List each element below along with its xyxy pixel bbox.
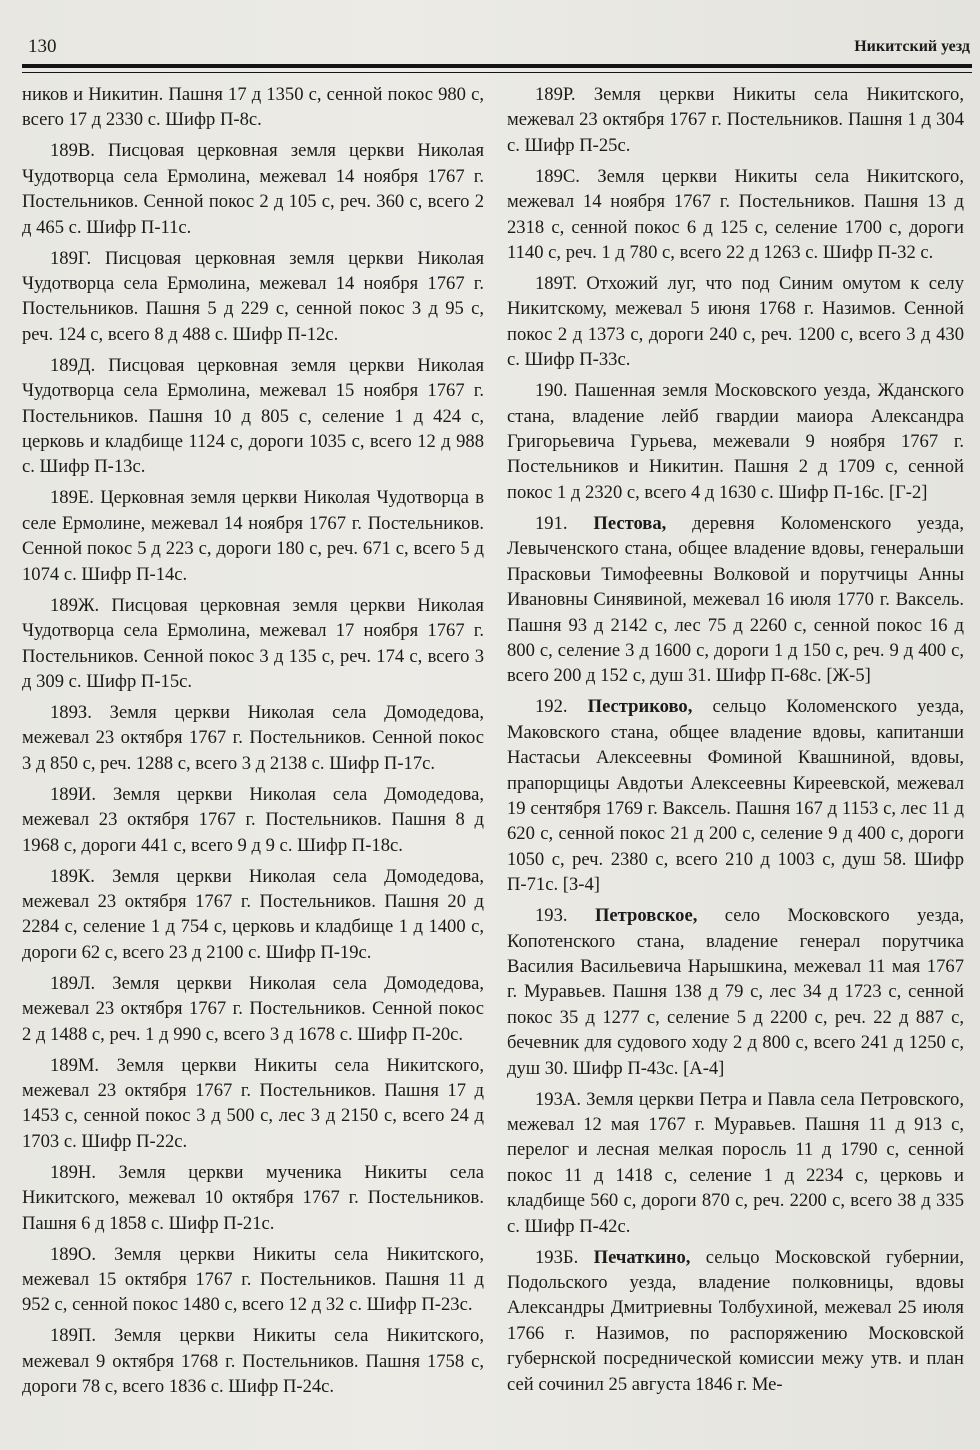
- entry-paragraph: 189Т. Отхожий луг, что под Синим омутом к селу Никитскому, межевал 5 июня 1768 г. Назимов. Сенной покос 2 д 1373 с, дороги 240 с, реч. 1200 с, всего 3 д 430 с. Шифр П-33с.: [507, 273, 964, 371]
- page-header: [22, 30, 970, 66]
- entry-paragraph: 189Д. Писцовая церковная земля церкви Николая Чудотворца села Ермолина, межевал 15 ноября 1767 г. Постельников. Пашня 10 д 805 с, селение 1 д 424 с, церковь и кладбище 1124 с, дороги 1035 с, всего 12 д 988 с. Шифр П-13с.: [22, 354, 484, 478]
- entry-paragraph: 189М. Земля церкви Никиты села Никитского, межевал 23 октября 1767 г. Постельников. Пашня 17 д 1453 с, сенной покос 3 д 500 с, лес 3 д 2150 с, всего 24 д 1703 с. Шифр П-22с.: [22, 1054, 484, 1152]
- entry-text: село Московского уезда, Копотенского стана, владение генерал порутчика Василия Васильевича Нарышкина, межевал 11 мая 1767 г. Муравьев. Пашня 138 д 79 с, лес 34 д 1723 с, сенной покос 35 д 1277 с, селение 5 д 2200 с, реч. 22 д 887 с, бечевник для судового ходу 2 д 800 с, всего 241 д 1250 с, душ 30. Шифр П-43с. [А-4]: [507, 905, 964, 1079]
- entry-paragraph: 189В. Писцовая церковная земля церкви Николая Чудотворца села Ермолина, межевал 14 ноября 1767 г. Постельников. Сенной покос 2 д 105 с, реч. 360 с, всего 2 д 465 с. Шифр П-11с.: [22, 140, 484, 238]
- entry-number: 193.: [535, 905, 568, 927]
- entry-paragraph: 189Е. Церковная земля церкви Николая Чудотворца в селе Ермолине, межевал 14 ноября 1767 г. Постельников. Сенной покос 5 д 223 с, дороги 180 с, реч. 671 с, всего 5 д 1074 с. Шифр П-14с.: [22, 487, 484, 585]
- entry-paragraph: 189С. Земля церкви Никиты села Никитского, межевал 14 ноября 1767 г. Постельников. Пашня 13 д 2318 с, сенной покос 6 д 125 с, селение 1700 с, дороги 1140 с, реч. 1 д 780 с, всего 22 д 1263 с. Шифр П-32 с.: [507, 165, 964, 264]
- running-head: Никитский уезд: [854, 38, 970, 55]
- entry-text: сельцо Московской губернии, Подольского уезда, владение полковницы, вдовы Александры Дмитриевны Толбухиной, межевал 25 июля 1766 г. Назимов, по распоряжению Московской губернской посреднической комиссии межу утв. и план сей сочинил 25 августа 1846 г. Ме-: [507, 1246, 964, 1395]
- entry-paragraph: 189З. Земля церкви Николая села Домодедова, межевал 23 октября 1767 г. Постельников. Сенной покос 3 д 850 с, реч. 1288 с, всего 3 д 2138 с. Шифр П-17с.: [22, 701, 484, 774]
- entry-number: 193Б.: [535, 1246, 579, 1268]
- header-rule-thin: [22, 72, 972, 73]
- entry-text: деревня Коломенского уезда, Левыченского стана, общее владение вдовы, генеральши Прасковьи Тимофеевны Волковой и порутчицы Анны Ивановны Синявиной, межевал 16 июля 1770 г. Ваксель. Пашня 93 д 2142 с, лес 75 д 2260 с, сенной покос 16 д 800 с, селение 3 д 1600 с, дороги 1 д 150 с, реч. 9 д 400 с, всего 200 д 152 с, душ 31. Шифр П-68с. [Ж-5]: [507, 512, 964, 687]
- entry-paragraph: 189Г. Писцовая церковная земля церкви Николая Чудотворца села Ермолина, межевал 14 ноября 1767 г. Постельников. Пашня 5 д 229 с, сенной покос 3 д 95 с, реч. 124 с, всего 8 д 488 с. Шифр П-12с.: [22, 247, 484, 345]
- place-name: Печаткино,: [593, 1246, 691, 1268]
- entry-paragraph: 189К. Земля церкви Николая села Домодедова, межевал 23 октября 1767 г. Постельников. Пашня 20 д 2284 с, селение 1 д 754 с, церковь и кладбище 1 д 1400 с, дороги 62 с, всего 23 д 2100 с. Шифр П-19с.: [22, 865, 484, 963]
- entry-paragraph: 189О. Земля церкви Никиты села Никитского, межевал 15 октября 1767 г. Постельников. Пашня 11 д 952 с, сенной покос 1480 с, всего 12 д 32 с. Шифр П-23с.: [22, 1243, 484, 1316]
- header-rule-thick: [22, 64, 972, 68]
- right-column: [507, 82, 964, 1403]
- place-name: Пестриково,: [587, 696, 693, 718]
- entry-paragraph: [507, 1245, 964, 1397]
- left-column: [22, 82, 484, 1405]
- entry-number: 192.: [535, 696, 568, 718]
- place-name: Пестова,: [593, 512, 667, 534]
- entry-paragraph: 189Р. Земля церкви Никиты села Никитского, межевал 23 октября 1767 г. Постельников. Пашня 1 д 304 с. Шифр П-25с.: [507, 84, 964, 156]
- entry-paragraph: [507, 903, 964, 1081]
- entry-paragraph: ников и Никитин. Пашня 17 д 1350 с, сенной покос 980 с, всего 17 д 2330 с. Шифр П-8с.: [22, 84, 484, 131]
- entry-paragraph: 189И. Земля церкви Николая села Домодедова, межевал 23 октября 1767 г. Постельников. Пашня 8 д 1968 с, дороги 441 с, всего 9 д 9 с. Шифр П-18с.: [22, 783, 484, 856]
- entry-text: сельцо Коломенского уезда, Маковского стана, общее владение вдовы, капитанши Настасьи Алексеевны Фоминой Квашниной, вдовы, прапорщицы Авдотьи Алексеевны Киреевской, межевал 19 сентября 1769 г. Ваксель. Пашня 167 д 1153 с, лес 11 д 620 с, сенной покос 21 д 200 с, селение 9 д 400 с, дороги 1050 с, реч. 2380 с, всего 210 д 1003 с, душ 58. Шифр П-71с. [З-4]: [507, 696, 965, 896]
- entry-paragraph: 193А. Земля церкви Петра и Павла села Петровского, межевал 12 мая 1767 г. Муравьев. Пашня 11 д 913 с, перелог и лесная мелкая поросль 11 д 1790 с, сенной покос 11 д 1418 с, селение 1 д 2234 с, церковь и кладбище 560 с, дороги 870 с, реч. 2200 с, всего 38 д 335 с. Шифр П-42с.: [507, 1088, 964, 1237]
- entry-paragraph: 190. Пашенная земля Московского уезда, Жданского стана, владение лейб гвардии маиора Александра Григорьевича Гурьева, межевали 9 ноября 1767 г. Постельников и Никитин. Пашня 2 д 1709 с, сенной покос 1 д 2320 с, всего 4 д 1630 с. Шифр П-16с. [Г-2]: [507, 380, 964, 503]
- page-number: 130: [28, 36, 57, 57]
- entry-paragraph: [507, 511, 964, 689]
- entry-paragraph: 189П. Земля церкви Никиты села Никитского, межевал 9 октября 1768 г. Постельников. Пашня 1758 с, дороги 78 с, всего 1836 с. Шифр П-24с.: [22, 1325, 484, 1398]
- entry-paragraph: 189Н. Земля церкви мученика Никиты села Никитского, межевал 10 октября 1767 г. Постельников. Пашня 6 д 1858 с. Шифр П-21с.: [22, 1161, 484, 1234]
- entry-paragraph: 189Л. Земля церкви Николая села Домодедова, межевал 23 октября 1767 г. Постельников. Сенной покос 2 д 1488 с, реч. 1 д 990 с, всего 3 д 1678 с. Шифр П-20с.: [22, 972, 484, 1045]
- entry-paragraph: [507, 694, 964, 897]
- place-name: Петровское,: [594, 905, 698, 927]
- entry-number: 191.: [535, 512, 568, 534]
- entry-paragraph: 189Ж. Писцовая церковная земля церкви Николая Чудотворца села Ермолина, межевал 17 ноября 1767 г. Постельников. Сенной покос 3 д 135 с, реч. 174 с, всего 3 д 309 с. Шифр П-15с.: [22, 594, 484, 692]
